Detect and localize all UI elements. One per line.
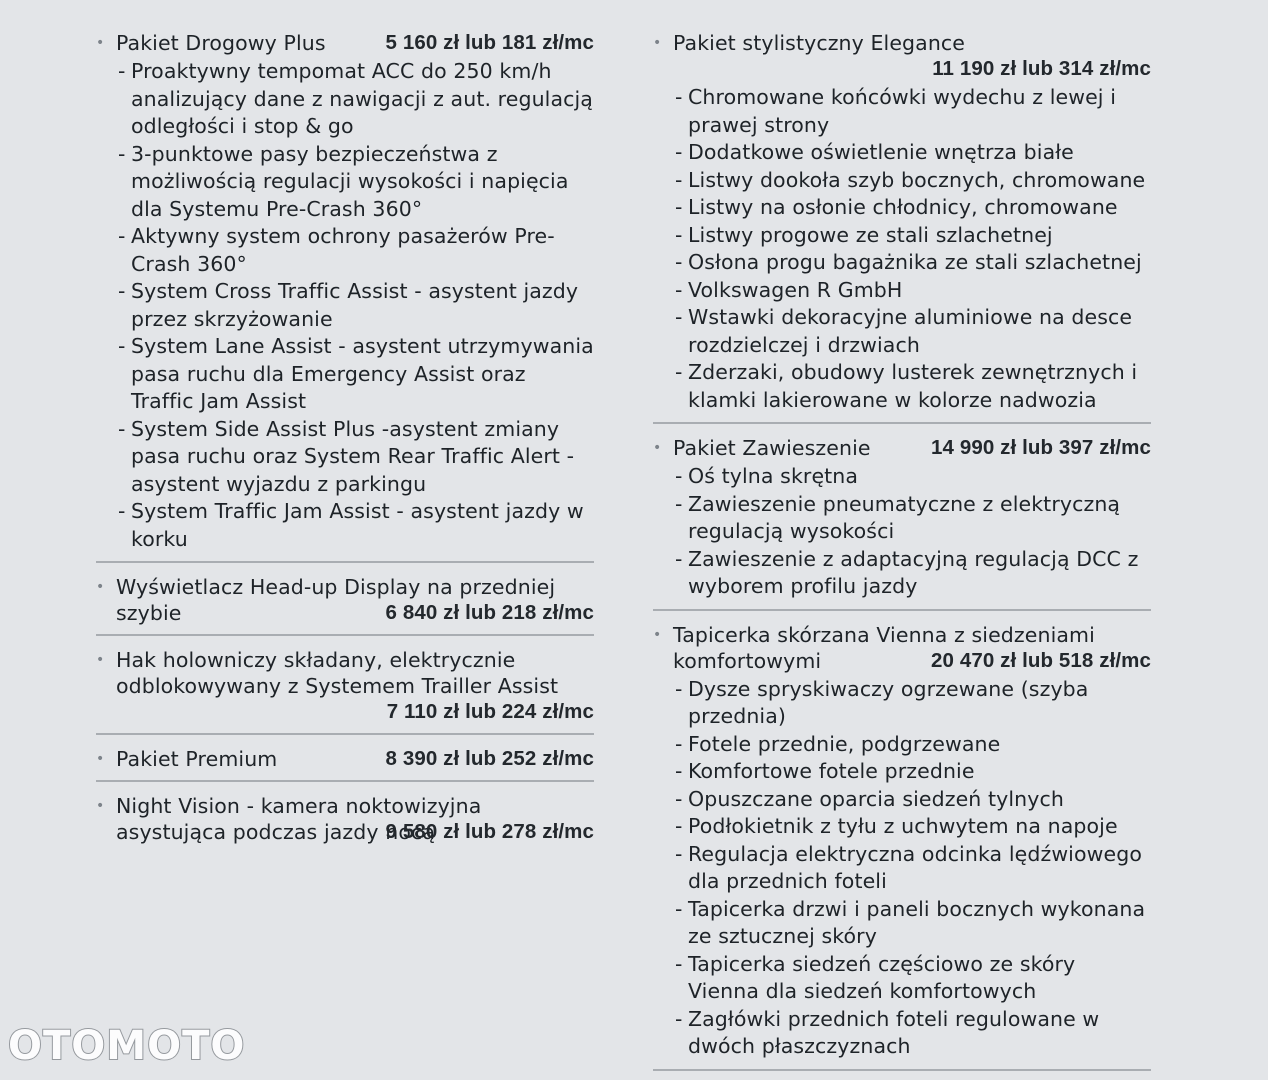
option-item-list xyxy=(653,463,1151,601)
option-item-list xyxy=(653,84,1151,414)
option-section xyxy=(653,620,1151,1071)
option-section xyxy=(653,433,1151,611)
dash-icon: - xyxy=(675,1006,683,1031)
option-header xyxy=(653,435,1151,461)
list-item xyxy=(96,333,594,416)
item-text: Fotele przednie, podgrzewane xyxy=(688,731,1001,756)
item-text: Opuszczane oparcia siedzeń tylnych xyxy=(688,786,1064,811)
dash-icon: - xyxy=(675,277,683,302)
otomoto-watermark: OTOMOTO xyxy=(8,1023,246,1069)
list-item xyxy=(653,359,1151,414)
list-item xyxy=(653,676,1151,731)
dash-icon: - xyxy=(675,546,683,571)
dash-icon: - xyxy=(675,222,683,247)
option-header xyxy=(653,30,1151,82)
item-text: Aktywny system ochrony pasażerów Pre-Crash 360° xyxy=(131,224,555,276)
option-price: 6 840 zł lub 218 zł/mc xyxy=(385,601,594,624)
list-item xyxy=(96,141,594,224)
item-text: 3-punktowe pasy bezpieczeństwa z możliwością regulacji wysokości i napięcia dla Systemu Pre-Crash 360° xyxy=(131,141,569,221)
option-price: 20 470 zł lub 518 zł/mc xyxy=(931,648,1151,672)
option-item-list xyxy=(96,58,594,553)
list-item xyxy=(96,498,594,553)
dash-icon: - xyxy=(675,491,683,516)
option-price: 5 160 zł lub 181 zł/mc xyxy=(385,31,594,54)
bullet-icon: • xyxy=(96,751,105,767)
option-title: Night Vision - kamera noktowizyjna asystująca podczas jazdy nocą xyxy=(116,794,482,844)
option-header xyxy=(96,647,594,725)
bullet-icon: • xyxy=(653,440,662,456)
item-text: Regulacja elektryczna odcinka lędźwiowego dla przednich foteli xyxy=(688,841,1142,893)
dash-icon: - xyxy=(675,731,683,756)
list-item xyxy=(653,222,1151,250)
dash-icon: - xyxy=(675,464,683,488)
item-text: Komfortowe fotele przednie xyxy=(688,759,975,783)
dash-icon: - xyxy=(675,140,683,164)
item-text: Listwy na osłonie chłodnicy, chromowane xyxy=(688,195,1118,219)
dash-icon: - xyxy=(675,195,683,219)
option-header xyxy=(653,622,1151,674)
option-section xyxy=(96,744,594,782)
option-price: 9 580 zł lub 278 zł/mc xyxy=(385,820,594,843)
bullet-icon: • xyxy=(653,35,662,51)
dash-icon: - xyxy=(675,759,683,783)
option-title: Pakiet Drogowy Plus xyxy=(116,31,326,55)
list-item xyxy=(96,278,594,333)
item-text: System Side Assist Plus -asystent zmiany pasa ruchu oraz System Rear Traffic Alert - asystent wyjazdu z parkingu xyxy=(131,416,575,496)
option-section xyxy=(96,572,594,636)
list-item xyxy=(96,416,594,499)
list-item xyxy=(653,463,1151,491)
list-item xyxy=(653,249,1151,277)
item-text: Oś tylna skrętna xyxy=(688,464,859,488)
dash-icon: - xyxy=(118,141,126,166)
option-price: 14 990 zł lub 397 zł/mc xyxy=(931,436,1151,459)
option-section xyxy=(96,645,594,735)
item-text: Zawieszenie pneumatyczne z elektryczną regulacją wysokości xyxy=(688,491,1121,543)
list-item xyxy=(653,731,1151,759)
dash-icon: - xyxy=(118,416,126,441)
dash-icon: - xyxy=(675,360,683,384)
option-section xyxy=(653,28,1151,424)
dash-icon: - xyxy=(675,167,683,192)
dash-icon: - xyxy=(675,676,683,701)
list-item xyxy=(653,304,1151,359)
item-text: Wstawki dekoracyjne aluminiowe na desce rozdzielczej i drzwiach xyxy=(688,305,1133,357)
item-text: Tapicerka drzwi i paneli bocznych wykonana ze sztucznej skóry xyxy=(688,896,1146,948)
item-text: Zderzaki, obudowy lusterek zewnętrznych i klamki lakierowane w kolorze nadwozia xyxy=(688,360,1138,412)
item-text: Dysze spryskiwaczy ogrzewane (szyba przednia) xyxy=(688,676,1089,728)
dash-icon: - xyxy=(675,896,683,921)
dash-icon: - xyxy=(118,59,126,83)
item-text: Podłokietnik z tyłu z uchwytem na napoje xyxy=(688,814,1118,838)
option-title: Tapicerka skórzana Vienna z siedzeniami komfortowymi xyxy=(673,622,1095,673)
option-item-list xyxy=(653,676,1151,1061)
item-text: Osłona progu bagażnika ze stali szlachetnej xyxy=(688,250,1142,274)
option-header xyxy=(96,574,594,626)
option-title: Pakiet Zawieszenie xyxy=(673,436,871,460)
option-price: 11 190 zł lub 314 zł/mc xyxy=(932,57,1151,80)
list-item xyxy=(96,58,594,141)
left-column xyxy=(96,28,594,862)
dash-icon: - xyxy=(675,305,683,329)
bullet-icon: • xyxy=(96,579,105,595)
dash-icon: - xyxy=(675,814,683,838)
item-text: Zawieszenie z adaptacyjną regulacją DCC z wyborem profilu jazdy xyxy=(688,546,1139,598)
item-text: Proaktywny tempomat ACC do 250 km/h analizujący dane z nawigacji z aut. regulacją odległości i stop & go xyxy=(131,59,593,138)
item-text: Volkswagen R GmbH xyxy=(688,277,903,302)
dash-icon: - xyxy=(675,951,683,976)
list-item xyxy=(653,167,1151,195)
option-title: Pakiet stylistyczny Elegance xyxy=(673,31,966,55)
list-item xyxy=(653,491,1151,546)
right-column xyxy=(653,28,1151,1080)
item-text: Listwy progowe ze stali szlachetnej xyxy=(688,222,1053,247)
option-section xyxy=(96,791,594,853)
list-item xyxy=(653,813,1151,841)
dash-icon: - xyxy=(675,85,683,109)
option-section xyxy=(96,28,594,563)
bullet-icon: • xyxy=(96,35,105,51)
option-header xyxy=(96,746,594,772)
item-text: System Traffic Jam Assist - asystent jazdy w korku xyxy=(131,499,584,551)
list-item xyxy=(653,546,1151,601)
option-price: 8 390 zł lub 252 zł/mc xyxy=(385,747,594,770)
dash-icon: - xyxy=(675,786,683,811)
item-text: System Cross Traffic Assist - asystent jazdy przez skrzyżowanie xyxy=(131,279,579,331)
option-price: 7 110 zł lub 224 zł/mc xyxy=(386,700,594,723)
list-item xyxy=(96,223,594,278)
option-title: Pakiet Premium xyxy=(116,747,278,771)
option-header xyxy=(96,30,594,56)
list-item xyxy=(653,84,1151,139)
list-item xyxy=(653,277,1151,305)
list-item xyxy=(653,139,1151,167)
dash-icon: - xyxy=(118,224,126,248)
list-item xyxy=(653,758,1151,786)
dash-icon: - xyxy=(118,499,126,523)
list-item xyxy=(653,896,1151,951)
dash-icon: - xyxy=(118,279,126,303)
bullet-icon: • xyxy=(96,798,105,814)
dash-icon: - xyxy=(675,250,683,274)
list-item xyxy=(653,841,1151,896)
list-item xyxy=(653,194,1151,222)
dash-icon: - xyxy=(675,841,683,866)
list-item xyxy=(653,786,1151,814)
dash-icon: - xyxy=(118,334,126,358)
option-title: Hak holowniczy składany, elektrycznie odblokowywany z Systemem Trailler Assist xyxy=(116,648,559,698)
item-text: Tapicerka siedzeń częściowo ze skóry Vienna dla siedzeń komfortowych xyxy=(688,951,1076,1003)
option-title: Wyświetlacz Head-up Display na przedniej szybie xyxy=(116,575,556,625)
item-text: Dodatkowe oświetlenie wnętrza białe xyxy=(688,140,1074,164)
item-text: Listwy dookoła szyb bocznych, chromowane xyxy=(688,167,1146,192)
item-text: Chromowane końcówki wydechu z lewej i prawej strony xyxy=(688,85,1116,137)
list-item xyxy=(653,951,1151,1006)
bullet-icon: • xyxy=(96,652,105,668)
item-text: Zagłówki przednich foteli regulowane w dwóch płaszczyznach xyxy=(688,1006,1100,1058)
option-header xyxy=(96,793,594,845)
list-item xyxy=(653,1006,1151,1061)
bullet-icon: • xyxy=(653,626,662,643)
item-text: System Lane Assist - asystent utrzymywania pasa ruchu dla Emergency Assist oraz Traffic Jam Assist xyxy=(131,334,594,413)
